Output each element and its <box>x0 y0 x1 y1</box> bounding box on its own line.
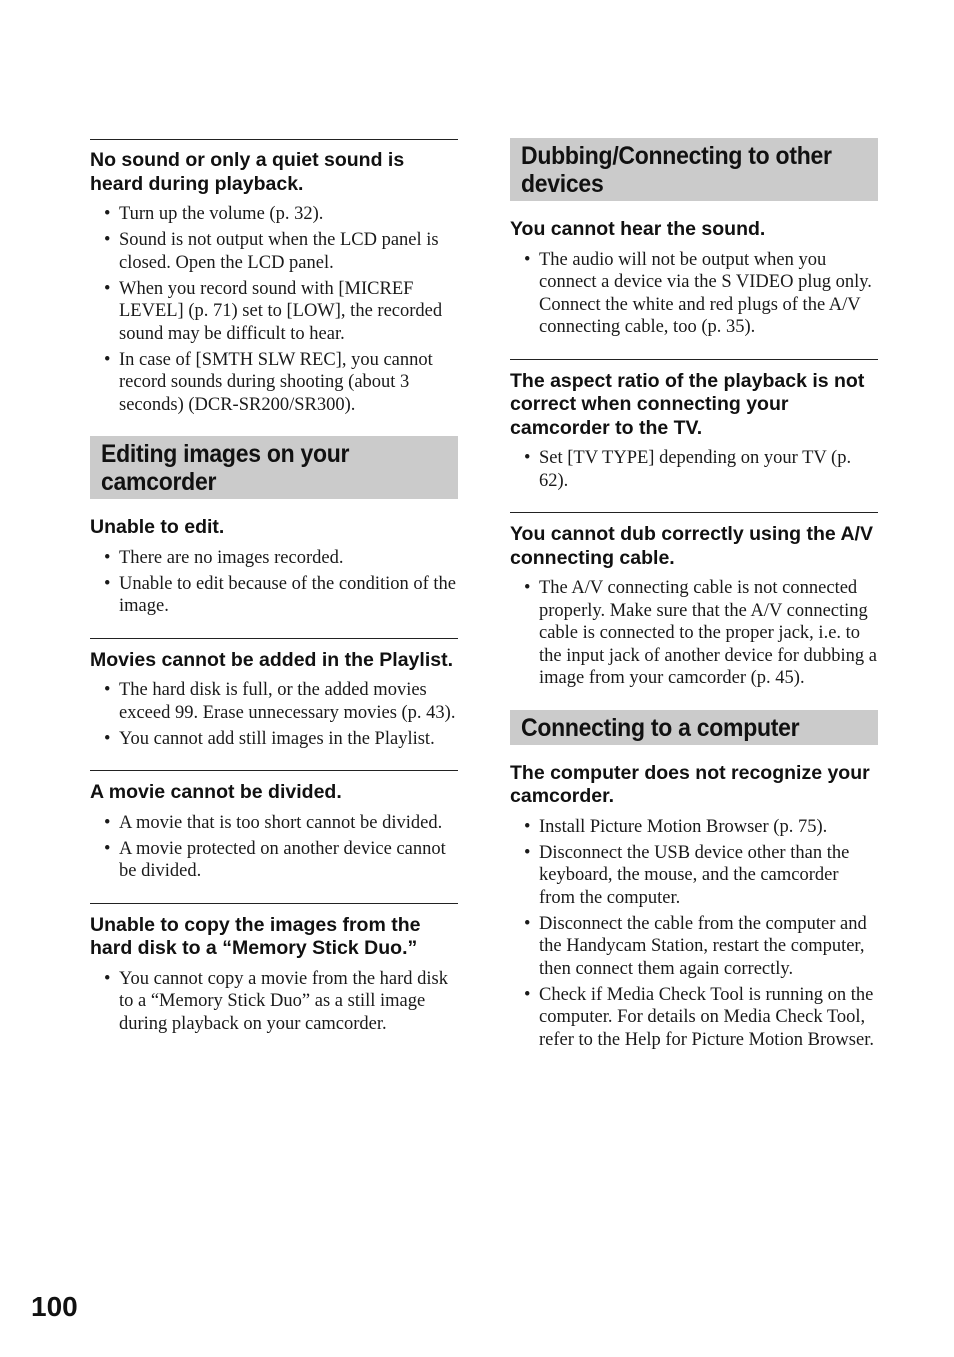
section-title: You cannot hear the sound. <box>510 218 766 240</box>
bullet-list <box>90 203 458 416</box>
list-item: • Turn up the volume (p. 32). <box>90 203 458 226</box>
section-title: No sound or only a quiet sound is heard during playback. <box>90 149 405 195</box>
list-item: • In case of [SMTH SLW REC], you cannot record sounds during shooting (about 3 seconds) (DCR-SR200/SR300). <box>90 349 458 417</box>
section-title: The aspect ratio of the playback is not correct when connecting your camcorder to the TV. <box>510 369 865 439</box>
bullet-list <box>90 679 458 750</box>
section-title: Movies cannot be added in the Playlist. <box>90 648 453 671</box>
heading-editing-images <box>90 436 458 499</box>
bullet-list <box>510 577 878 690</box>
section-no-sound <box>90 139 458 416</box>
bullet-list <box>510 816 878 1052</box>
heading-connecting-computer <box>510 710 878 745</box>
section-title: A movie cannot be divided. <box>90 781 342 803</box>
list-item: • Install Picture Motion Browser (p. 75). <box>510 816 878 839</box>
heading-line: Dubbing/Connecting to other <box>521 142 832 170</box>
page-number: 100 <box>31 1291 78 1322</box>
section-title: Unable to copy the images from the hard disk to a “Memory Stick Duo.” <box>90 913 421 959</box>
heading-line: devices <box>521 170 604 198</box>
heading-line: camcorder <box>101 468 217 496</box>
bullet-list <box>510 447 878 492</box>
list-item: • You cannot copy a movie from the hard disk to a “Memory Stick Duo” as a still image during playback on your camcorder. <box>90 968 458 1036</box>
heading-line: Editing images on your <box>101 440 350 468</box>
left-column <box>90 139 458 1055</box>
bullet-list <box>90 812 458 883</box>
list-item: • Set [TV TYPE] depending on your TV (p. 62). <box>510 447 878 492</box>
list-item: • When you record sound with [MICREF LEVEL] (p. 71) set to [LOW], the recorded sound may be difficult to hear. <box>90 278 458 346</box>
list-item: • Check if Media Check Tool is running on the computer. For details on Media Check Tool, refer to the Help for Picture Motion Browser. <box>510 984 878 1052</box>
list-item: • A movie that is too short cannot be divided. <box>90 812 458 835</box>
section-title: You cannot dub correctly using the A/V connecting cable. <box>510 523 873 569</box>
list-item: • The A/V connecting cable is not connected properly. Make sure that the A/V connecting cable is connected to the proper jack, i.e. to the input jack of another device for dubbing a image from your camcorder (p. 45). <box>510 577 878 690</box>
section-playlist <box>90 638 458 751</box>
right-column <box>510 138 878 1071</box>
bullet-list <box>510 249 878 339</box>
list-item: • Disconnect the cable from the computer and the Handycam Station, restart the computer, then connect them again correctly. <box>510 913 878 981</box>
section-cannot-dub <box>510 512 878 690</box>
heading-line: Connecting to a computer <box>521 713 800 742</box>
section-title: The computer does not recognize your camcorder. <box>510 761 870 807</box>
bullet-list <box>90 547 458 618</box>
section-aspect-ratio <box>510 359 878 493</box>
list-item: • The audio will not be output when you connect a device via the S VIDEO plug only. Connect the white and red plugs of the A/V connecting cable, too (p. 35). <box>510 249 878 339</box>
list-item: • The hard disk is full, or the added movies exceed 99. Erase unnecessary movies (p. 43). <box>90 679 458 724</box>
list-item: • A movie protected on another device cannot be divided. <box>90 838 458 883</box>
list-item: • Sound is not output when the LCD panel is closed. Open the LCD panel. <box>90 229 458 274</box>
section-copy-images <box>90 903 458 1036</box>
section-computer-recognize <box>510 762 878 1052</box>
section-movie-divided <box>90 770 458 883</box>
section-title: Unable to edit. <box>90 516 225 538</box>
heading-dubbing-connecting <box>510 138 878 201</box>
section-cannot-hear <box>510 218 878 339</box>
bullet-list <box>90 968 458 1036</box>
section-unable-to-edit <box>90 516 458 618</box>
list-item: • Disconnect the USB device other than the keyboard, the mouse, and the camcorder from the computer. <box>510 842 878 910</box>
list-item: • There are no images recorded. <box>90 547 458 570</box>
list-item: • Unable to edit because of the condition of the image. <box>90 573 458 618</box>
list-item: • You cannot add still images in the Playlist. <box>90 728 458 751</box>
